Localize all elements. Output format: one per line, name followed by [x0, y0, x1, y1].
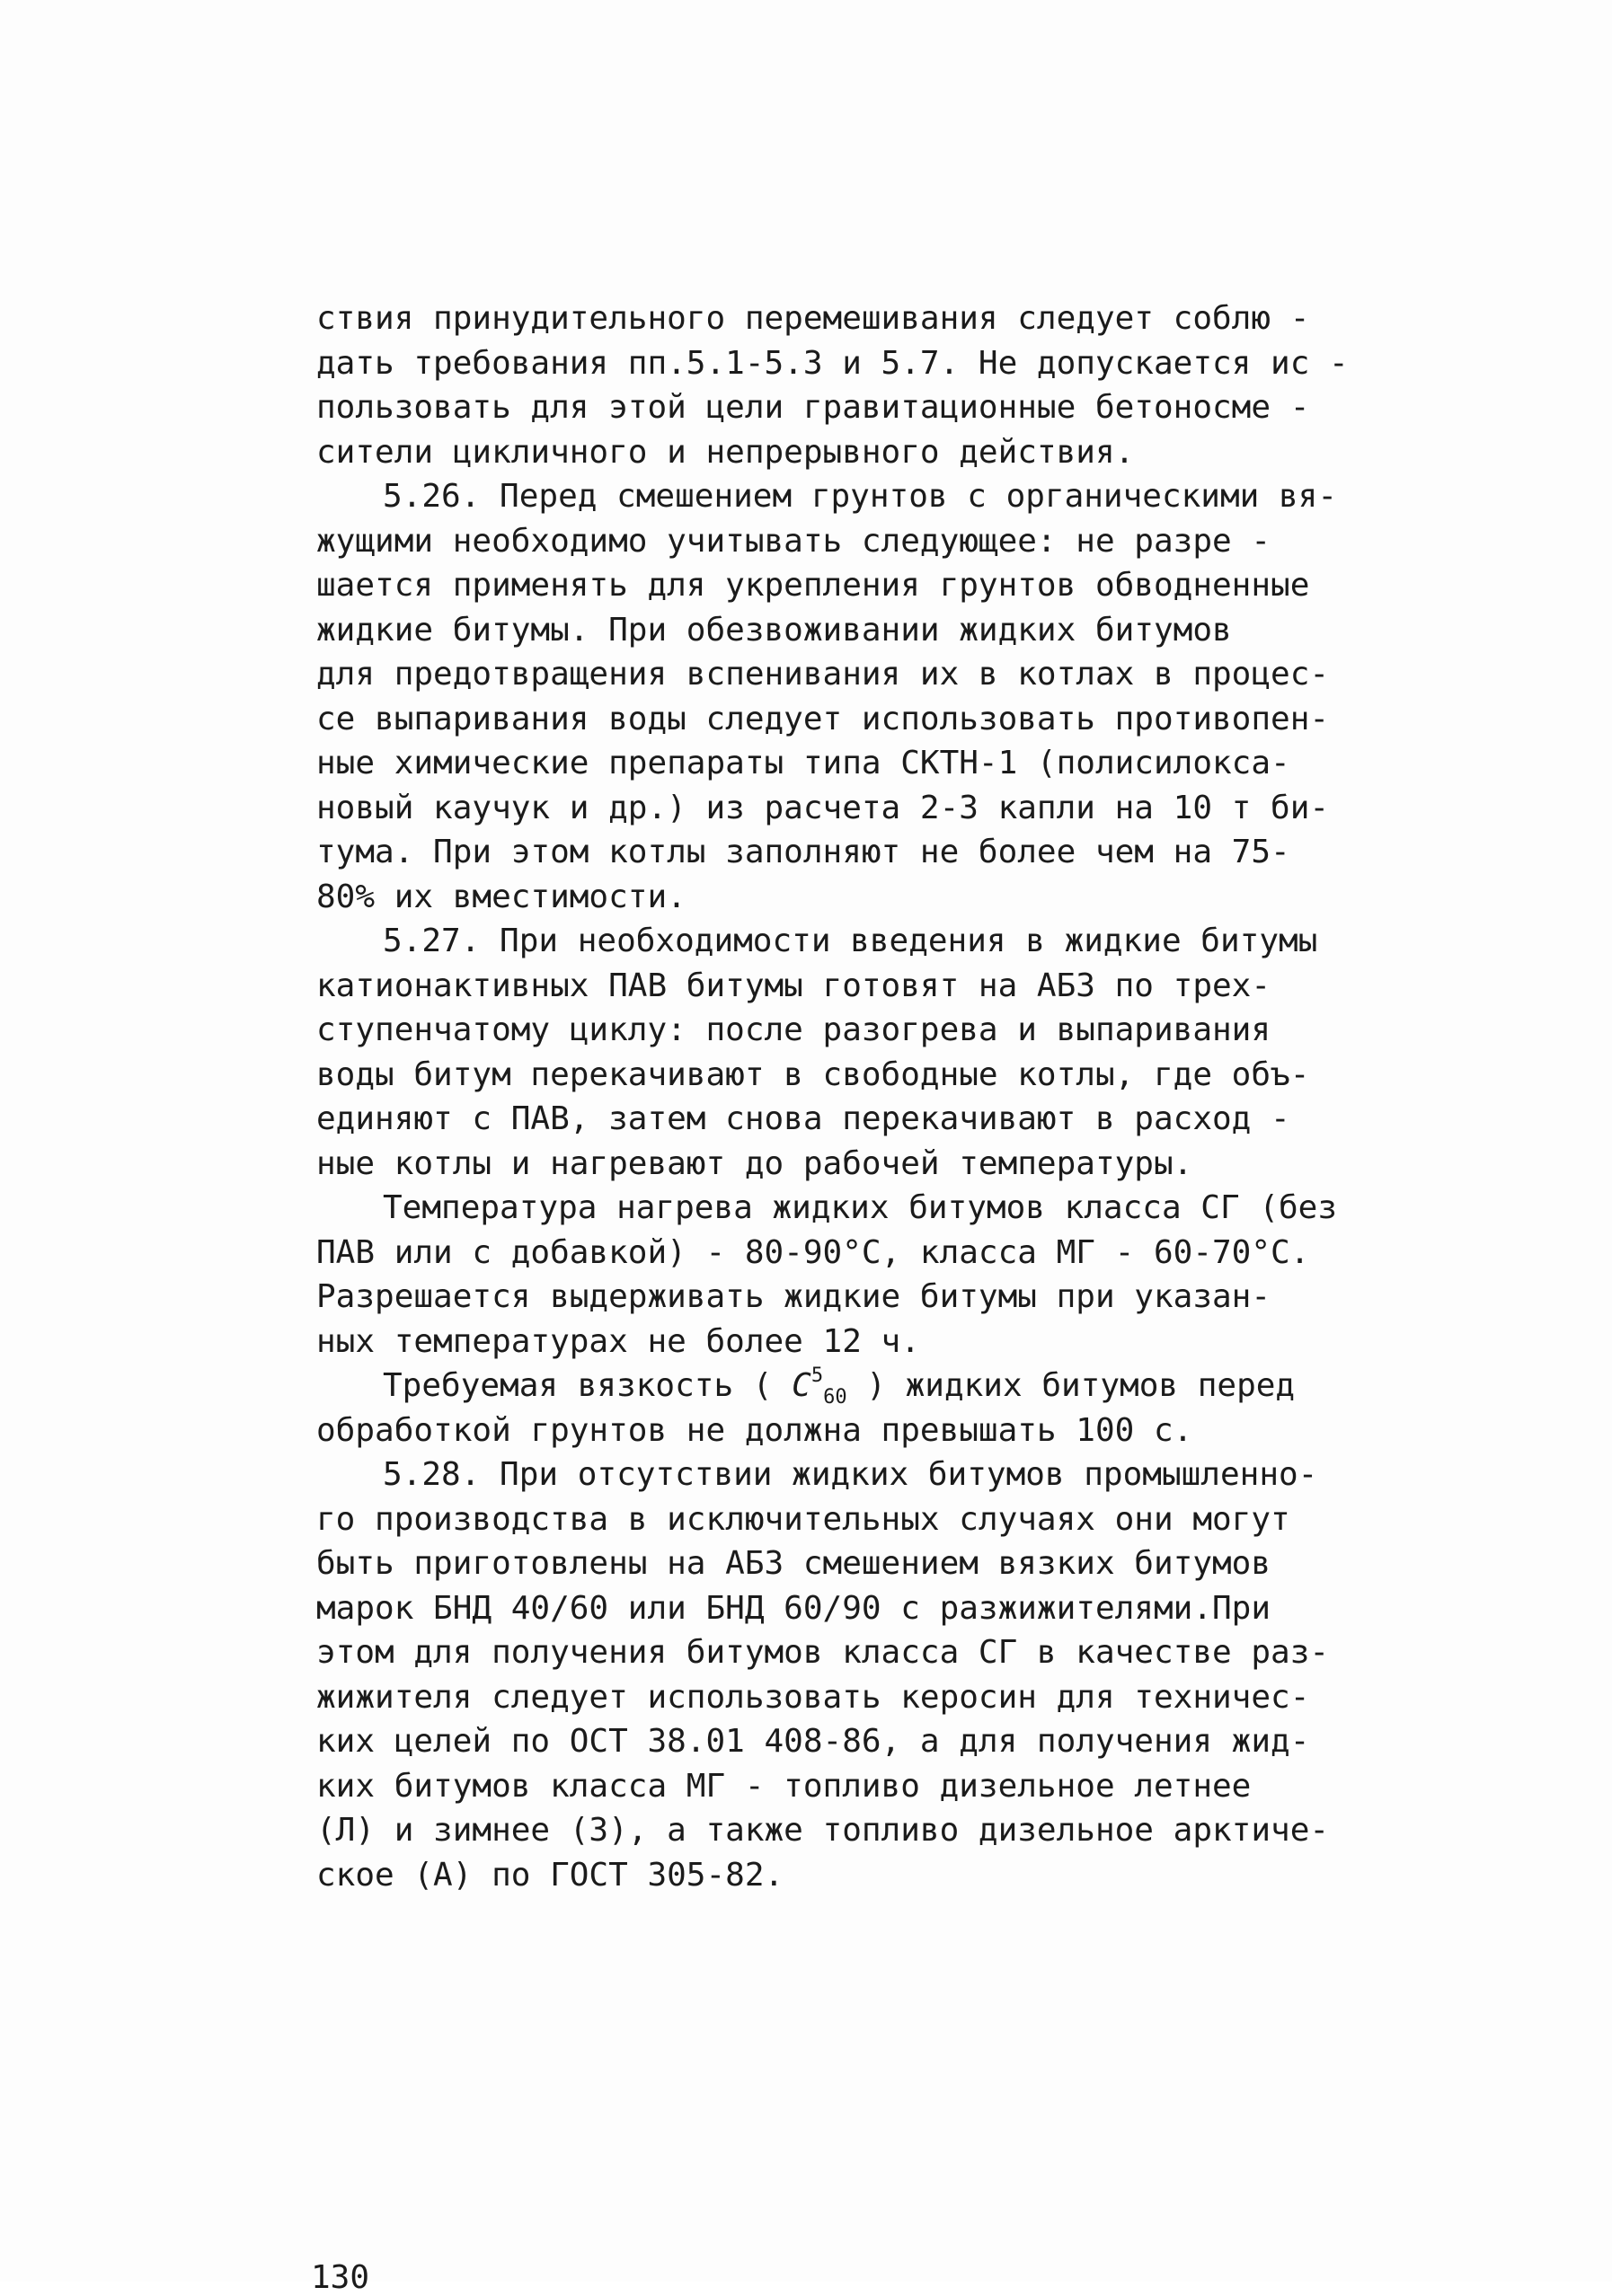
text-line: обработкой грунтов не должна превышать 100 с.: [316, 1411, 1193, 1449]
paragraph-group-b: [316, 1409, 1475, 1898]
text-line: (Л) и зимнее (З), а также топливо дизельное арктиче-: [316, 1812, 1330, 1849]
viscosity-line: [316, 1364, 1475, 1409]
text-line: дать требования пп.5.1-5.3 и 5.7. Не допускается ис -: [316, 344, 1349, 382]
text-line: 5.27. При необходимости введения в жидкие битумы: [383, 923, 1318, 959]
text-line: воды битум перекачивают в свободные котлы, где объ-: [316, 1055, 1310, 1093]
text-line: тума. При этом котлы заполняют не более чем на 75-: [316, 834, 1290, 870]
text-line: Разрешается выдерживать жидкие битумы при указан-: [316, 1278, 1271, 1315]
text-line: единяют с ПАВ, затем снова перекачивают в расход -: [316, 1100, 1290, 1137]
text-line: шается применять для укрепления грунтов обводненные: [316, 567, 1310, 604]
text-line: 5.26. Перед смешением грунтов с органическими вя-: [383, 478, 1338, 515]
text-line: этом для получения битумов класса СГ в качестве раз-: [316, 1634, 1330, 1671]
text-line: жижителя следует использовать керосин для техничес-: [316, 1678, 1310, 1716]
text-line: ступенчатому циклу: после разогрева и выпаривания: [316, 1011, 1271, 1048]
text-line: жидкие битумы. При обезвоживании жидких битумов: [316, 611, 1232, 649]
text-line: пользовать для этой цели гравитационные бетоносме -: [316, 389, 1310, 426]
text-line: ПАВ или с добавкой) - 80-90°С, класса МГ - 60-70°С.: [316, 1233, 1310, 1271]
page-number: 130: [311, 2259, 370, 2296]
viscosity-line-before: Требуемая вязкость (: [383, 1367, 793, 1404]
text-line: ные котлы и нагревают до рабочей температуры.: [316, 1144, 1193, 1182]
viscosity-subscript: 60: [823, 1386, 847, 1409]
text-line: марок БНД 40/60 или БНД 60/90 с разжижителями.При: [316, 1589, 1271, 1627]
text-line: ких битумов класса МГ - топливо дизельное летнее: [316, 1767, 1252, 1805]
text-line: ких целей по ОСТ 38.01 408-86, а для получения жид-: [316, 1723, 1310, 1760]
viscosity-symbol: C: [792, 1367, 811, 1404]
text-line: се выпаривания воды следует использовать противопен-: [316, 700, 1330, 737]
text-line: ствия принудительного перемешивания следует соблю -: [316, 300, 1310, 337]
viscosity-line-after: ) жидких битумов перед: [846, 1367, 1296, 1404]
text-line: жущими необходимо учитывать следующее: не разре -: [316, 522, 1271, 560]
body-text: [316, 296, 1475, 1897]
text-line: для предотвращения вспенивания их в котлах в процес-: [316, 656, 1330, 693]
text-line: сители цикличного и непрерывного действия.: [316, 433, 1135, 471]
paragraph-group-a: [316, 296, 1475, 1364]
viscosity-superscript: 5: [810, 1364, 824, 1387]
text-line: Температура нагрева жидких битумов класса СГ (без: [383, 1189, 1338, 1226]
text-line: быть приготовлены на АБЗ смешением вязких битумов: [316, 1545, 1271, 1582]
text-line: 80% их вместимости.: [316, 878, 686, 915]
text-line: новый каучук и др.) из расчета 2-3 капли на 10 т би-: [316, 789, 1330, 826]
text-line: 5.28. При отсутствии жидких битумов промышленно-: [383, 1456, 1318, 1493]
text-line: ных температурах не более 12 ч.: [316, 1322, 920, 1360]
text-line: го производства в исключительных случаях они могут: [316, 1500, 1290, 1538]
text-line: катионактивных ПАВ битумы готовят на АБЗ по трех-: [316, 967, 1271, 1004]
text-line: ское (А) по ГОСТ 305-82.: [316, 1856, 784, 1894]
text-line: ные химические препараты типа СКТН-1 (полисилокса-: [316, 745, 1290, 782]
